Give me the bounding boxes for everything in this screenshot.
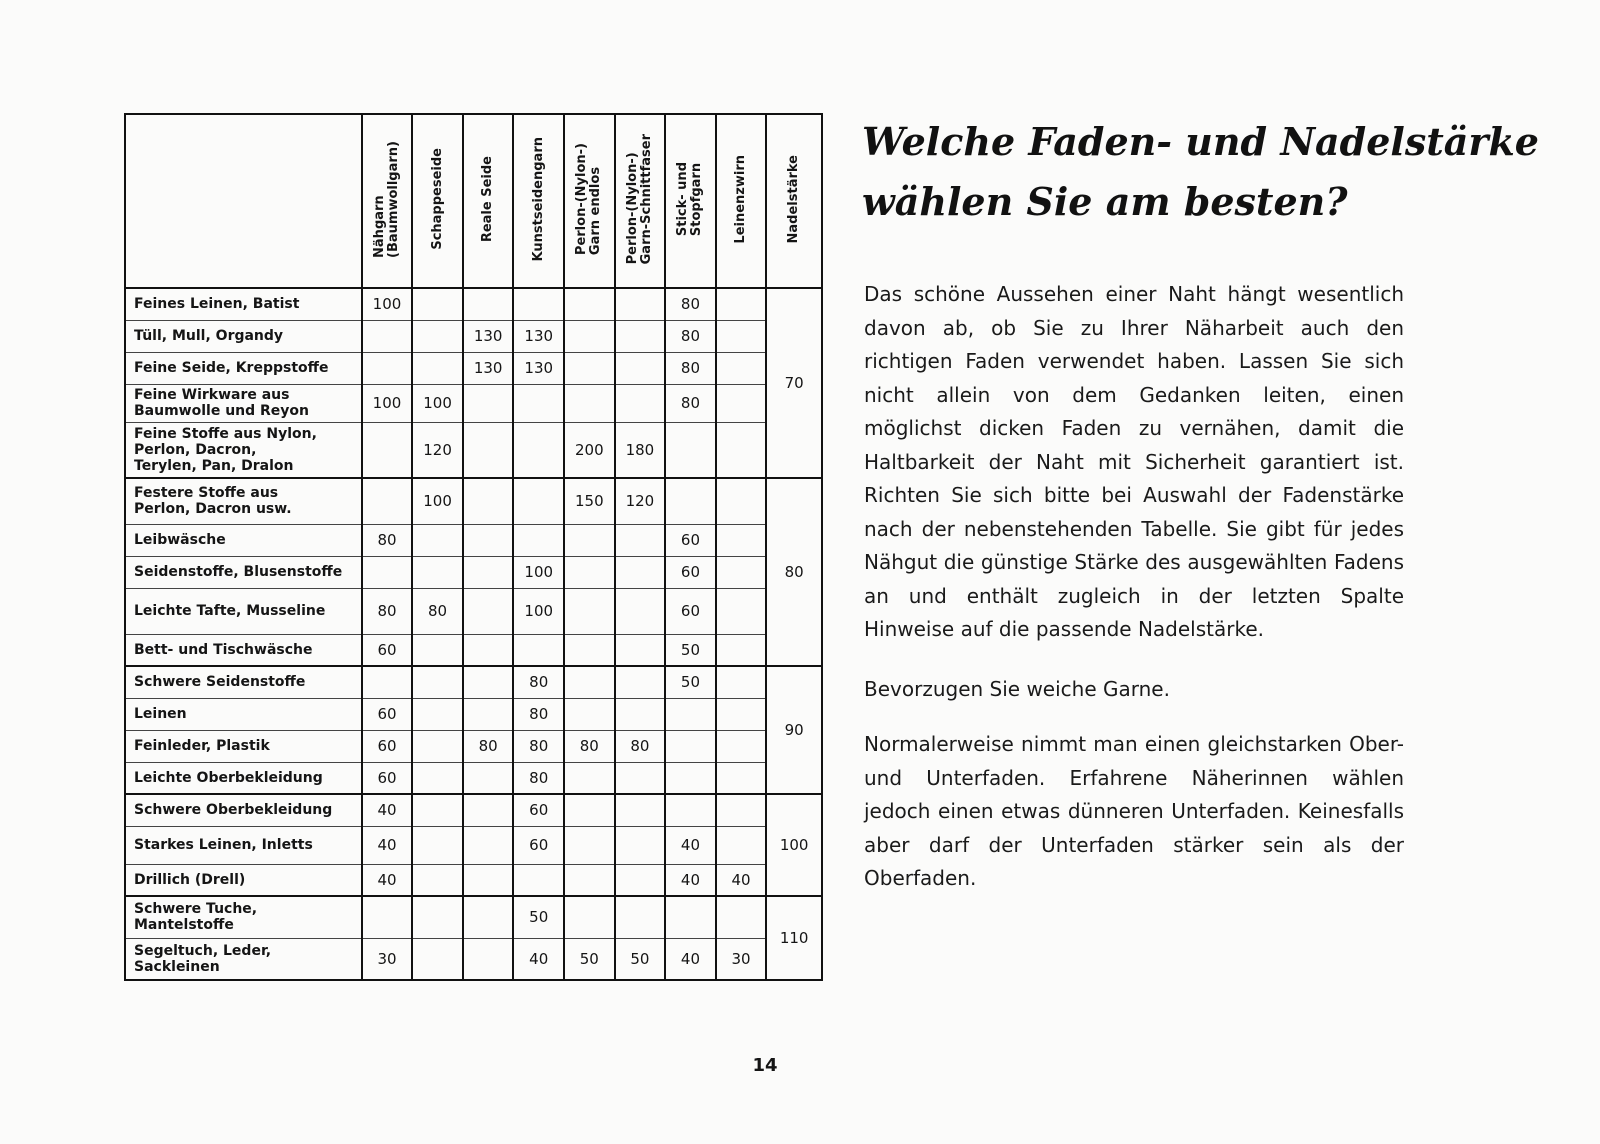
value-cell [564, 288, 615, 320]
column-header [564, 114, 615, 288]
column-header-label: Reale Seide [480, 155, 496, 243]
column-header [665, 114, 716, 288]
value-cell [463, 938, 514, 980]
value-cell: 50 [615, 938, 666, 980]
table-row [125, 730, 822, 762]
fabric-cell: Drillich (Drell) [125, 864, 362, 896]
fabric-cell: Festere Stoffe aus Perlon, Dacron usw. [125, 478, 362, 524]
value-cell [716, 794, 767, 826]
value-cell [564, 556, 615, 588]
value-cell [564, 666, 615, 698]
fabric-cell: Leinen [125, 698, 362, 730]
fabric-cell: Leichte Oberbekleidung [125, 762, 362, 794]
fabric-cell: Feine Seide, Kreppstoffe [125, 352, 362, 384]
header-corner [125, 114, 362, 288]
value-cell [716, 762, 767, 794]
column-header-label: Leinenzwirn [733, 154, 749, 244]
value-cell [362, 422, 413, 478]
value-cell [665, 794, 716, 826]
value-cell [716, 320, 767, 352]
value-cell [665, 762, 716, 794]
table-row [125, 352, 822, 384]
value-cell [615, 634, 666, 666]
value-cell: 80 [412, 588, 463, 634]
value-cell [513, 478, 564, 524]
value-cell: 40 [362, 826, 413, 864]
value-cell: 60 [665, 588, 716, 634]
value-cell [564, 794, 615, 826]
value-cell [412, 938, 463, 980]
value-cell [513, 288, 564, 320]
value-cell [564, 762, 615, 794]
value-cell: 50 [564, 938, 615, 980]
value-cell: 60 [362, 762, 413, 794]
value-cell [716, 556, 767, 588]
value-cell [716, 384, 767, 422]
value-cell [716, 826, 767, 864]
value-cell: 130 [463, 352, 514, 384]
value-cell [463, 288, 514, 320]
needle-size-cell: 100 [766, 794, 822, 896]
value-cell: 50 [665, 666, 716, 698]
thread-paragraph: Normalerweise nimmt man einen gleichstarken Ober- und Unterfaden. Erfahrene Näherinnen wählen jedoch einen etwas dünneren Unterfaden. Keinesfalls aber darf der Unterfaden stärker sein als der Oberfaden. [864, 732, 1404, 890]
value-cell [564, 352, 615, 384]
table-row [125, 384, 822, 422]
value-cell: 50 [665, 634, 716, 666]
table-row [125, 666, 822, 698]
value-cell [716, 588, 767, 634]
value-cell [513, 384, 564, 422]
value-cell: 50 [513, 896, 564, 938]
value-cell [615, 864, 666, 896]
value-cell [412, 666, 463, 698]
table-row [125, 938, 822, 980]
value-cell [463, 556, 514, 588]
column-header [463, 114, 514, 288]
table-row [125, 588, 822, 634]
value-cell: 80 [463, 730, 514, 762]
fabric-cell: Schwere Oberbekleidung [125, 794, 362, 826]
needle-size-cell: 80 [766, 478, 822, 666]
value-cell [615, 896, 666, 938]
column-header-label: Nähgarn (Baumwollgarn) [371, 140, 401, 258]
value-cell [716, 634, 767, 666]
column-header-label: Perlon-(Nylon-) Garn-Schnittfaser [624, 133, 654, 265]
value-cell: 100 [362, 288, 413, 320]
value-cell: 80 [513, 730, 564, 762]
value-cell [412, 634, 463, 666]
value-cell: 60 [362, 730, 413, 762]
column-header [412, 114, 463, 288]
value-cell: 80 [362, 588, 413, 634]
value-cell [412, 896, 463, 938]
value-cell [665, 730, 716, 762]
value-cell: 120 [615, 478, 666, 524]
value-cell: 80 [513, 666, 564, 698]
value-cell [463, 588, 514, 634]
value-cell [615, 826, 666, 864]
value-cell [615, 288, 666, 320]
table-row [125, 826, 822, 864]
column-header-label: Nadelstärke [786, 154, 802, 244]
value-cell [665, 896, 716, 938]
fabric-cell: Feines Leinen, Batist [125, 288, 362, 320]
value-cell [362, 666, 413, 698]
value-cell [412, 826, 463, 864]
value-cell: 30 [716, 938, 767, 980]
value-cell [615, 698, 666, 730]
value-cell [412, 556, 463, 588]
table-row [125, 422, 822, 478]
value-cell: 80 [362, 524, 413, 556]
value-cell: 40 [665, 864, 716, 896]
table-row [125, 320, 822, 352]
value-cell: 80 [665, 352, 716, 384]
fabric-cell: Feine Wirkware aus Baumwolle und Reyon [125, 384, 362, 422]
value-cell [716, 730, 767, 762]
value-cell: 60 [665, 556, 716, 588]
value-cell [665, 698, 716, 730]
table-header-row [125, 114, 822, 288]
value-cell: 100 [362, 384, 413, 422]
column-header [766, 114, 822, 288]
column-header [716, 114, 767, 288]
value-cell [564, 698, 615, 730]
value-cell [362, 478, 413, 524]
value-cell [615, 320, 666, 352]
value-cell [564, 384, 615, 422]
value-cell: 80 [513, 762, 564, 794]
table-row [125, 896, 822, 938]
value-cell: 200 [564, 422, 615, 478]
value-cell: 40 [362, 794, 413, 826]
value-cell [615, 352, 666, 384]
value-cell [412, 698, 463, 730]
value-cell [564, 588, 615, 634]
value-cell: 40 [665, 938, 716, 980]
value-cell [716, 478, 767, 524]
page-title [862, 112, 1562, 232]
table-row [125, 478, 822, 524]
needle-size-cell: 90 [766, 666, 822, 794]
column-header-label: Stick- und Stopfgarn [675, 161, 705, 237]
table-row [125, 556, 822, 588]
value-cell [716, 422, 767, 478]
value-cell [412, 794, 463, 826]
value-cell [463, 634, 514, 666]
value-cell: 100 [412, 478, 463, 524]
value-cell [412, 352, 463, 384]
thread-needle-table [124, 113, 823, 981]
value-cell: 120 [412, 422, 463, 478]
value-cell: 100 [412, 384, 463, 422]
fabric-cell: Schwere Tuche, Mantelstoffe [125, 896, 362, 938]
column-header-label: Perlon-(Nylon-) Garn endlos [574, 142, 604, 256]
value-cell [412, 288, 463, 320]
intro-paragraph: Das schöne Aussehen einer Naht hängt wesentlich davon ab, ob Sie zu Ihrer Näharbeit auch den richtigen Faden verwendet haben. Lassen Sie sich nicht allein von dem Gedanken leiten, einen möglichst dicken Faden zu vernähen, damit die Haltbarkeit der Naht mit Sicherheit garantiert ist. Richten Sie sich bitte bei Auswahl der Fadenstärke nach der nebenstehenden Tabelle. Sie gibt für jedes Nähgut die günstige Stärke des ausgewählten Fadens an und enthält zugleich in der letzten Spalte Hinweise auf die passende Nadelstärke. [864, 282, 1404, 641]
value-cell [716, 524, 767, 556]
value-cell [716, 352, 767, 384]
column-header [615, 114, 666, 288]
value-cell [463, 794, 514, 826]
value-cell [615, 762, 666, 794]
value-cell [615, 384, 666, 422]
value-cell [513, 864, 564, 896]
fabric-cell: Schwere Seidenstoffe [125, 666, 362, 698]
value-cell [615, 524, 666, 556]
fabric-cell: Feinleder, Plastik [125, 730, 362, 762]
value-cell [463, 698, 514, 730]
value-cell: 80 [615, 730, 666, 762]
value-cell [564, 896, 615, 938]
value-cell [412, 524, 463, 556]
title-line-2: wählen Sie am besten? [862, 179, 1348, 224]
value-cell [412, 730, 463, 762]
value-cell [716, 698, 767, 730]
value-cell [564, 826, 615, 864]
value-cell [716, 896, 767, 938]
value-cell [615, 794, 666, 826]
value-cell: 100 [513, 556, 564, 588]
value-cell [564, 864, 615, 896]
fabric-cell: Segeltuch, Leder, Sackleinen [125, 938, 362, 980]
value-cell [716, 288, 767, 320]
value-cell: 130 [513, 320, 564, 352]
value-cell [463, 864, 514, 896]
fabric-cell: Starkes Leinen, Inletts [125, 826, 362, 864]
value-cell [463, 422, 514, 478]
value-cell [362, 320, 413, 352]
value-cell: 60 [362, 698, 413, 730]
needle-size-cell: 70 [766, 288, 822, 478]
value-cell: 80 [665, 384, 716, 422]
column-header [362, 114, 413, 288]
value-cell [564, 320, 615, 352]
needle-size-cell: 110 [766, 896, 822, 980]
value-cell: 40 [513, 938, 564, 980]
value-cell: 80 [665, 320, 716, 352]
column-header-label: Schappeseide [429, 148, 445, 250]
value-cell [412, 320, 463, 352]
value-cell [463, 826, 514, 864]
value-cell: 80 [564, 730, 615, 762]
table-row [125, 864, 822, 896]
fabric-cell: Leibwäsche [125, 524, 362, 556]
value-cell: 60 [513, 794, 564, 826]
value-cell [412, 762, 463, 794]
value-cell [412, 864, 463, 896]
value-cell: 40 [716, 864, 767, 896]
value-cell: 30 [362, 938, 413, 980]
value-cell: 150 [564, 478, 615, 524]
value-cell: 130 [513, 352, 564, 384]
value-cell [463, 896, 514, 938]
value-cell: 40 [362, 864, 413, 896]
value-cell [513, 422, 564, 478]
value-cell [513, 634, 564, 666]
fabric-cell: Feine Stoffe aus Nylon, Perlon, Dacron, Terylen, Pan, Dralon [125, 422, 362, 478]
value-cell: 60 [362, 634, 413, 666]
value-cell [463, 478, 514, 524]
table-row [125, 524, 822, 556]
value-cell [362, 556, 413, 588]
value-cell [615, 556, 666, 588]
fabric-cell: Tüll, Mull, Organdy [125, 320, 362, 352]
table-row [125, 794, 822, 826]
table-row [125, 634, 822, 666]
value-cell: 180 [615, 422, 666, 478]
fabric-cell: Bett- und Tischwäsche [125, 634, 362, 666]
fabric-cell: Seidenstoffe, Blusenstoffe [125, 556, 362, 588]
value-cell [615, 666, 666, 698]
value-cell [564, 634, 615, 666]
value-cell [665, 478, 716, 524]
value-cell: 100 [513, 588, 564, 634]
value-cell [513, 524, 564, 556]
value-cell [463, 666, 514, 698]
tip-paragraph: Bevorzugen Sie weiche Garne. [864, 677, 1170, 701]
table-row [125, 762, 822, 794]
value-cell [463, 762, 514, 794]
value-cell [463, 384, 514, 422]
table-row [125, 288, 822, 320]
value-cell [716, 666, 767, 698]
table-row [125, 698, 822, 730]
value-cell: 60 [513, 826, 564, 864]
value-cell [615, 588, 666, 634]
value-cell: 40 [665, 826, 716, 864]
value-cell [463, 524, 514, 556]
value-cell [665, 422, 716, 478]
column-header [513, 114, 564, 288]
value-cell [362, 896, 413, 938]
title-line-1: Welche Faden- und Nadelstärke [862, 119, 1539, 164]
column-header-label: Kunstseidengarn [530, 136, 546, 262]
value-cell: 80 [513, 698, 564, 730]
fabric-cell: Leichte Tafte, Musseline [125, 588, 362, 634]
value-cell [564, 524, 615, 556]
page-number: 14 [752, 1055, 778, 1076]
value-cell: 60 [665, 524, 716, 556]
value-cell [362, 352, 413, 384]
value-cell: 80 [665, 288, 716, 320]
value-cell: 130 [463, 320, 514, 352]
